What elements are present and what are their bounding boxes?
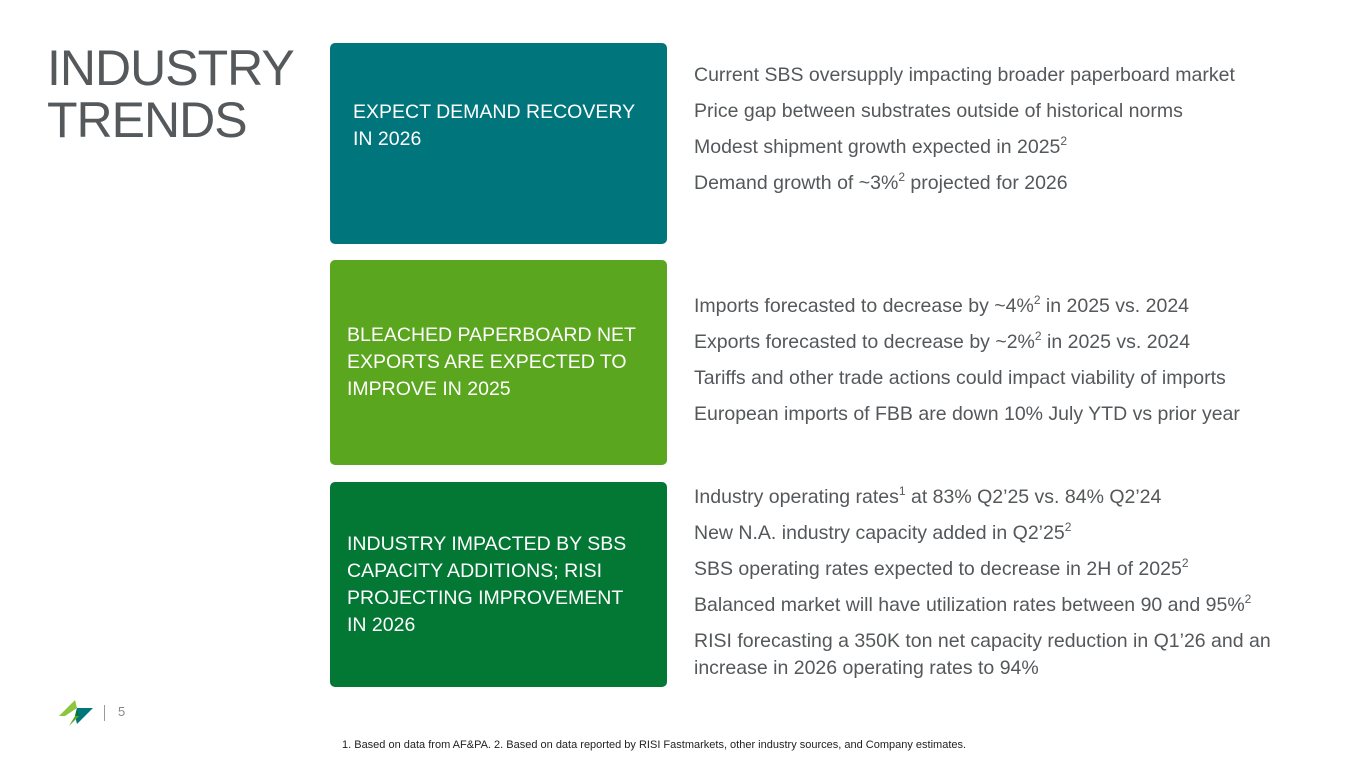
footnote-ref: 2 [1034,329,1042,343]
section-box-capacity-additions [330,482,667,687]
bullet-item: Demand growth of ~3%$^2$ projected for 2026 [694,170,1068,194]
bullet-list-capacity-additions [694,484,1314,691]
bullet-item: Imports forecasted to decrease by ~4%$^2$ in 2025 vs. 2024 [694,293,1190,317]
bullet-item: Balanced market will have utilization rates between 90 and 95%$^2$ [694,592,1252,616]
title-line-1: INDUSTRY [47,40,294,96]
footnote-ref: 2 [898,170,906,184]
footnote-ref: 2 [1181,556,1189,570]
bullet-item: Modest shipment growth expected in 2025$^2$ [694,134,1068,158]
bullet-item: Current SBS oversupply impacting broader paperboard market [694,64,1235,86]
bullet-item: Exports forecasted to decrease by ~2%$^2$ in 2025 vs. 2024 [694,329,1191,353]
section-label: BLEACHED PAPERBOARD NET EXPORTS ARE EXPECTED TO IMPROVE IN 2025 [347,324,636,400]
section-label: INDUSTRY IMPACTED BY SBS CAPACITY ADDITIONS; RISI PROJECTING IMPROVEMENT IN 2026 [347,532,627,636]
bullet-item: Price gap between substrates outside of historical norms [694,100,1183,122]
footer-divider [104,705,105,721]
footnote: 1. Based on data from AF&PA. 2. Based on data reported by RISI Fastmarkets, other industry sources, and Company estimates. [342,739,967,751]
bullet-item: New N.A. industry capacity added in $Q2’25^2$ [694,520,1072,544]
company-logo-icon [55,694,97,730]
bullet-item: European imports of FBB are down 10% July YTD vs prior year [694,403,1240,425]
bullet-list-demand-recovery [694,62,1254,206]
section-box-net-exports [330,260,667,465]
footnote-ref: 1 [898,484,906,498]
bullet-item: Tariffs and other trade actions could impact viability of imports [694,367,1226,389]
page-number: 5 [118,704,126,719]
bullet-item: SBS operating rates expected to decrease in 2H of 2025$^2$ [694,556,1189,580]
bullet-item: Industry operating rates$^1$ at 83% Q2’25 vs. 84% Q2’24 [694,484,1162,508]
footnote-ref: 2 [1244,592,1252,606]
footnote-ref: 2 [1033,293,1041,307]
bullet-item: RISI forecasting a 350K ton net capacity reduction in Q1’26 and an increase in 2026 operating rates to 94% [694,630,1271,679]
bullet-list-net-exports [694,293,1314,437]
section-box-demand-recovery [330,43,667,244]
slide-title [47,42,307,146]
footnote-ref: 2 [1064,520,1072,534]
title-line-2: TRENDS [47,92,247,148]
footnote-ref: 2 [1060,134,1068,148]
section-label: EXPECT DEMAND RECOVERY IN 2026 [353,101,636,150]
